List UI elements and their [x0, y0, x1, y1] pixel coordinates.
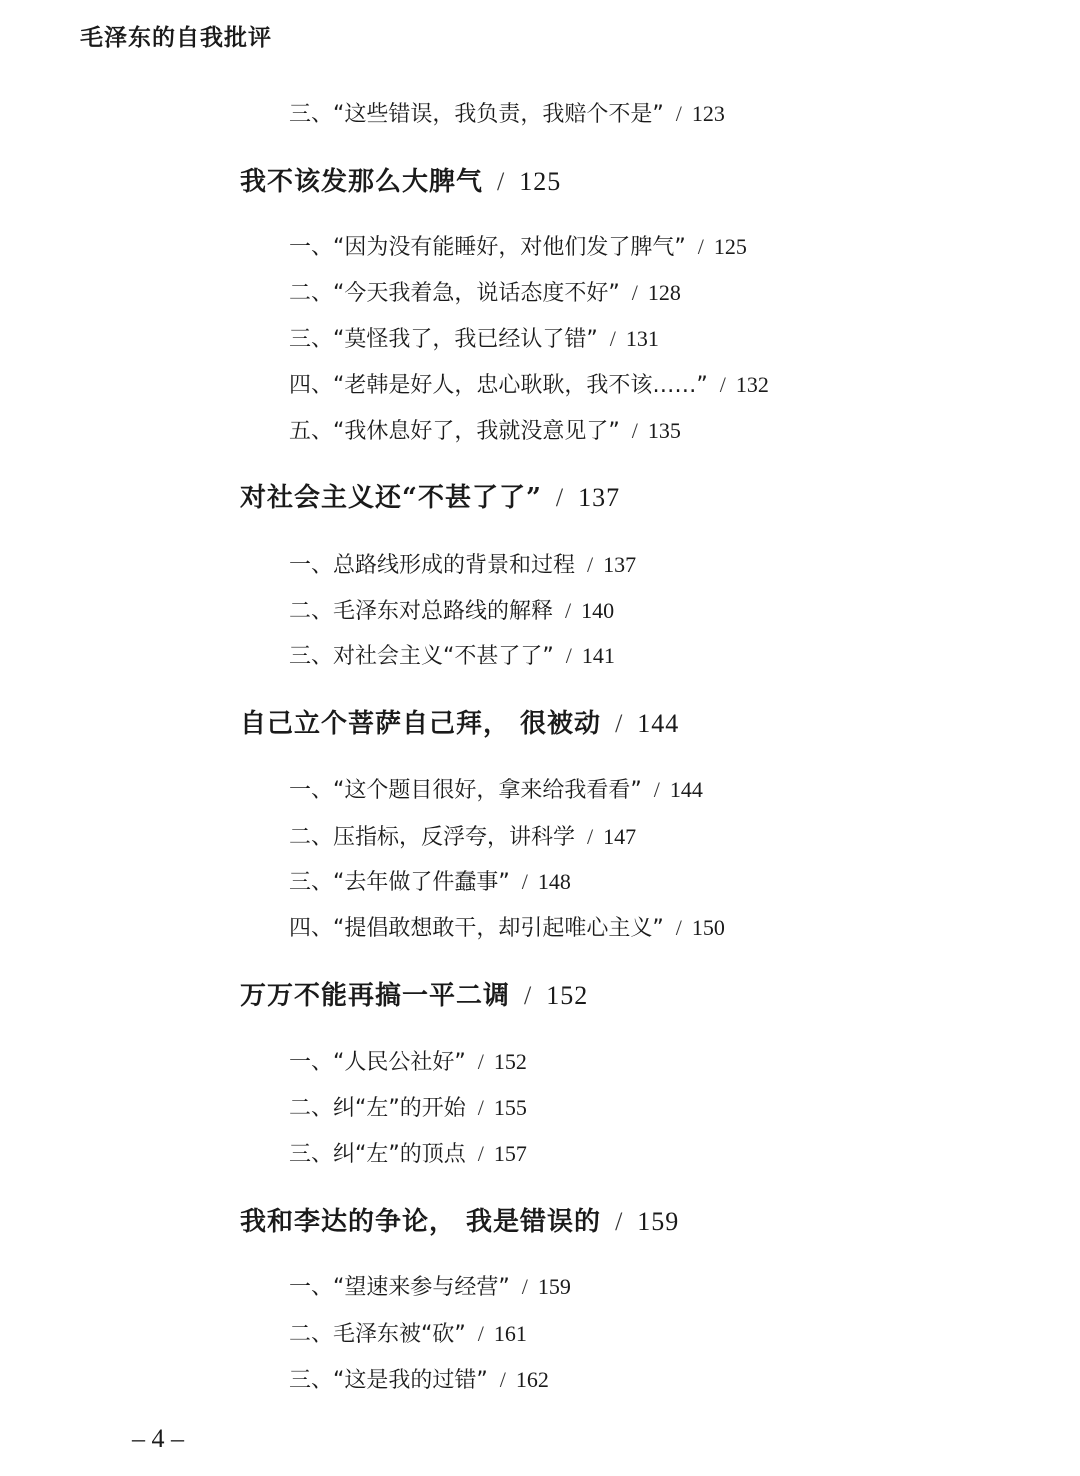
toc-separator: / [587, 824, 594, 849]
toc-separator: / [675, 915, 682, 940]
toc-separator: / [587, 552, 594, 577]
toc-section[interactable] [289, 276, 681, 311]
toc-section[interactable] [289, 1363, 549, 1398]
toc-title: 我不该发那么大脾气 [240, 167, 484, 197]
toc-separator: / [565, 643, 572, 668]
toc-section[interactable] [289, 230, 747, 265]
toc-separator: / [477, 1049, 484, 1074]
toc-section[interactable] [289, 1045, 527, 1080]
toc-title: 三、“这是我的过错” [289, 1368, 488, 1393]
toc-section[interactable] [289, 1270, 571, 1305]
toc-page-number: 135 [647, 418, 681, 443]
toc-page-number: 140 [581, 598, 615, 623]
toc-separator: / [631, 280, 638, 305]
toc-separator: / [565, 598, 572, 623]
toc-section[interactable] [289, 1091, 527, 1126]
toc-title: 二、“今天我着急，说话态度不好” [289, 281, 620, 306]
toc-chapter[interactable] [240, 1204, 679, 1240]
toc-page-number: 159 [637, 1207, 680, 1236]
toc-page-number: 152 [493, 1049, 527, 1074]
toc-page-number: 150 [691, 915, 725, 940]
toc-title: 四、“老韩是好人，忠心耿耿，我不该……” [289, 373, 708, 398]
toc-chapter[interactable] [240, 164, 561, 200]
toc-title: 万万不能再搞一平二调 [240, 981, 511, 1011]
toc-separator: / [555, 483, 565, 512]
toc-section[interactable] [289, 548, 636, 583]
toc-section[interactable] [289, 773, 703, 808]
toc-title: 二、纠“左”的开始 [289, 1096, 466, 1121]
toc-page-number: 141 [581, 643, 615, 668]
toc-page-number: 128 [647, 280, 681, 305]
toc-chapter[interactable] [240, 706, 679, 742]
toc-section[interactable] [289, 1137, 527, 1172]
toc-page-number: 125 [713, 234, 747, 259]
toc-page-number: 144 [669, 777, 703, 802]
toc-title: 一、“人民公社好” [289, 1050, 466, 1075]
toc-title: 一、总路线形成的背景和过程 [289, 553, 576, 578]
toc-title: 一、“望速来参与经营” [289, 1275, 510, 1300]
toc-page-number: 147 [603, 824, 637, 849]
toc-section[interactable] [289, 639, 615, 674]
toc-title: 三、“这些错误，我负责，我赔个不是” [289, 102, 664, 127]
toc-page-number: 161 [493, 1321, 527, 1346]
toc-page-number: 123 [691, 101, 725, 126]
toc-section[interactable] [289, 911, 725, 946]
page-number: – 4 – [132, 1424, 184, 1453]
toc-title: 一、“这个题目很好，拿来给我看看” [289, 778, 642, 803]
toc-title: 二、毛泽东被“砍” [289, 1322, 466, 1347]
toc-separator: / [631, 418, 638, 443]
toc-separator: / [497, 167, 506, 196]
toc-title: 我和李达的争论， 我是错误的 [240, 1207, 602, 1237]
toc-title: 二、压指标，反浮夸，讲科学 [289, 825, 576, 850]
toc-page-number: 125 [519, 167, 562, 196]
toc-separator: / [521, 1274, 528, 1299]
toc-page-number: 137 [578, 483, 621, 512]
toc-page-number: 144 [637, 709, 680, 738]
toc-title: 自己立个菩萨自己拜， 很被动 [240, 709, 602, 739]
toc-title: 三、“莫怪我了，我已经认了错” [289, 327, 598, 352]
toc-separator: / [615, 709, 624, 738]
toc-section[interactable] [289, 1317, 527, 1352]
toc-title: 三、对社会主义“不甚了了” [289, 644, 554, 669]
toc-title: 三、纠“左”的顶点 [289, 1142, 466, 1167]
toc-separator: / [477, 1321, 484, 1346]
toc-title: 二、毛泽东对总路线的解释 [289, 599, 554, 624]
toc-title: 对社会主义还“不甚了了” [240, 483, 542, 513]
toc-separator: / [477, 1141, 484, 1166]
toc-section[interactable] [289, 865, 571, 900]
toc-page-number: 152 [546, 981, 589, 1010]
toc-page-number: 131 [625, 326, 659, 351]
toc-section[interactable] [289, 368, 769, 403]
toc-page-number: 137 [603, 552, 637, 577]
toc-title: 四、“提倡敢想敢干，却引起唯心主义” [289, 916, 664, 941]
toc-title: 五、“我休息好了，我就没意见了” [289, 419, 620, 444]
toc-page-number: 162 [515, 1367, 549, 1392]
toc-page-number: 155 [493, 1095, 527, 1120]
toc-separator: / [675, 101, 682, 126]
toc-section[interactable] [289, 414, 681, 449]
toc-section[interactable] [289, 322, 659, 357]
toc-title: 三、“去年做了件蠢事” [289, 870, 510, 895]
toc-separator: / [477, 1095, 484, 1120]
toc-page-number: 148 [537, 869, 571, 894]
toc-section[interactable] [289, 820, 636, 855]
toc-separator: / [719, 372, 726, 397]
toc-page-number: 157 [493, 1141, 527, 1166]
toc-page-number: 132 [735, 372, 769, 397]
toc-separator: / [524, 981, 533, 1010]
toc-section[interactable] [289, 594, 614, 629]
toc-separator: / [653, 777, 660, 802]
toc-page-number: 159 [537, 1274, 571, 1299]
toc-section[interactable] [289, 97, 725, 132]
toc-chapter[interactable] [240, 978, 588, 1014]
toc-chapter[interactable] [240, 480, 620, 516]
toc-separator: / [499, 1367, 506, 1392]
toc-separator: / [521, 869, 528, 894]
toc-separator: / [697, 234, 704, 259]
toc-title: 一、“因为没有能睡好，对他们发了脾气” [289, 235, 686, 260]
toc-separator: / [609, 326, 616, 351]
running-header-title: 毛泽东的自我批评 [80, 24, 272, 51]
toc-separator: / [615, 1207, 624, 1236]
